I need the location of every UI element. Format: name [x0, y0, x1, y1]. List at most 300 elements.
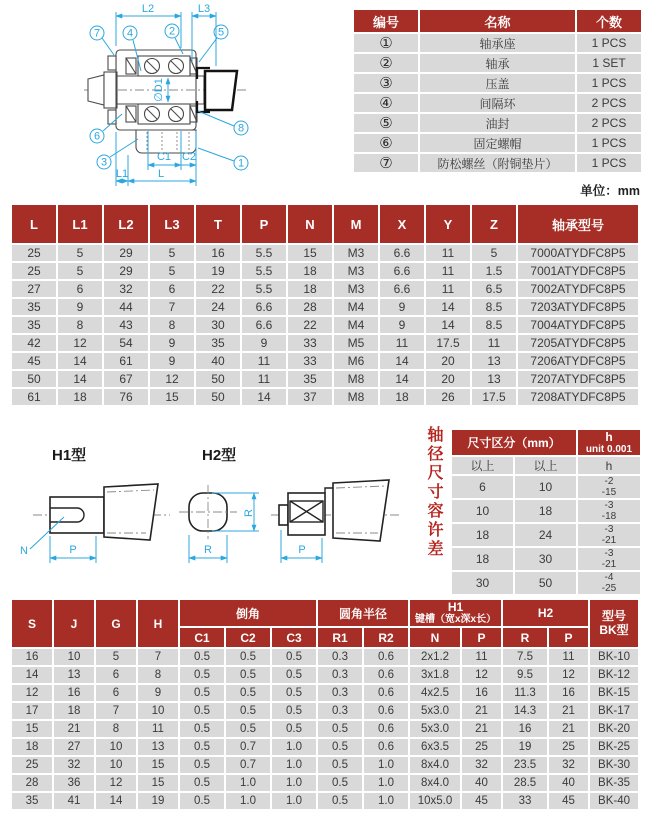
- table-cell: 7205ATYDFC8P5: [518, 335, 638, 351]
- table-cell: 7: [138, 649, 178, 665]
- table-cell: 10: [54, 649, 94, 665]
- part-number: ①: [354, 34, 418, 52]
- table-cell: 0.5: [272, 721, 316, 737]
- model-header-line1: 型号: [602, 608, 627, 623]
- callout-4: 4: [126, 27, 134, 40]
- col-t: T: [196, 205, 240, 243]
- table-row: [354, 34, 641, 52]
- table-cell: 14: [242, 389, 286, 405]
- table-row: [12, 263, 638, 279]
- table-subheader-row: [452, 457, 640, 474]
- table-cell: 20: [426, 353, 470, 369]
- table-cell: 5x3.0: [410, 703, 460, 719]
- table-cell: 0.5: [272, 649, 316, 665]
- table-cell: 35: [196, 335, 240, 351]
- table-cell: 0.5: [180, 685, 224, 701]
- table-cell: 0.6: [364, 721, 408, 737]
- h-lower: -15: [601, 487, 617, 498]
- table-cell: 40: [549, 775, 588, 791]
- table-cell: 6x3.5: [410, 739, 460, 755]
- table-cell: 11: [138, 721, 178, 737]
- table-cell: M5: [334, 335, 378, 351]
- table-cell: 11: [426, 263, 470, 279]
- col-model: [590, 600, 638, 647]
- table-cell: 15: [150, 389, 194, 405]
- tolerance-table: [450, 428, 642, 596]
- table-row: [12, 703, 638, 719]
- table-cell: 6.6: [242, 299, 286, 315]
- table-cell: BK-12: [590, 667, 638, 683]
- table-row: [12, 389, 638, 405]
- table-cell: BK-35: [590, 775, 638, 791]
- table-row: [12, 371, 638, 387]
- table-cell: 0.5: [318, 793, 362, 809]
- group-chamfer: 倒角: [180, 600, 316, 626]
- table-cell: 35: [12, 299, 56, 315]
- table-row: [12, 281, 638, 297]
- range-to: 30: [515, 548, 576, 570]
- col-h2-p: P: [549, 628, 588, 647]
- col-p: P: [242, 205, 286, 243]
- table-cell: 1.0: [364, 793, 408, 809]
- table-cell: 1.0: [272, 775, 316, 791]
- table-row: [12, 721, 638, 737]
- table-cell: 5.5: [242, 263, 286, 279]
- table-cell: 1.0: [226, 775, 270, 791]
- model-header-line2: BK型: [599, 622, 629, 637]
- table-cell: 50: [12, 371, 56, 387]
- table-cell: BK-40: [590, 793, 638, 809]
- table-cell: 0.5: [272, 703, 316, 719]
- shaft-type-drawings: [0, 440, 425, 595]
- h-lower: -18: [601, 511, 617, 522]
- col-r2: R2: [364, 628, 408, 647]
- table-cell: 5: [150, 245, 194, 261]
- table-cell: 11: [242, 371, 286, 387]
- table-cell: 14: [380, 353, 424, 369]
- table-cell: 9: [380, 299, 424, 315]
- callout-5: 5: [217, 26, 225, 39]
- table-cell: M3: [334, 281, 378, 297]
- range-over: 6: [452, 476, 513, 498]
- table-cell: 11: [549, 649, 588, 665]
- table-cell: 12: [58, 335, 102, 351]
- col-l: L: [12, 205, 56, 243]
- table-cell: 61: [12, 389, 56, 405]
- table-header-row: [452, 430, 640, 455]
- table-cell: 8: [58, 317, 102, 333]
- h2-dim-p: P: [298, 544, 306, 556]
- table-cell: 29: [104, 245, 148, 261]
- col-r1: R1: [318, 628, 362, 647]
- table-cell: 6: [96, 685, 136, 701]
- table-cell: 16: [12, 649, 52, 665]
- table-cell: M8: [334, 371, 378, 387]
- h-lower: -21: [601, 535, 617, 546]
- table-cell: 18: [288, 263, 332, 279]
- callout-7: 7: [93, 27, 101, 40]
- table-cell: 14: [426, 299, 470, 315]
- col-c1: C1: [180, 628, 224, 647]
- table-cell: 0.6: [364, 703, 408, 719]
- table-cell: 8x4.0: [410, 775, 460, 791]
- tolerance-side-title: 轴径尺寸容许差: [425, 426, 442, 559]
- table-row: [354, 114, 641, 132]
- table-cell: 21: [549, 703, 588, 719]
- table-cell: 37: [288, 389, 332, 405]
- range-to: 24: [515, 524, 576, 546]
- table-cell: 33: [503, 793, 547, 809]
- table-row: [452, 476, 640, 498]
- table-cell: 45: [12, 353, 56, 369]
- table-cell: 11: [380, 335, 424, 351]
- table-cell: 9: [242, 335, 286, 351]
- h-lower: -25: [601, 583, 617, 594]
- table-row: [354, 154, 641, 172]
- table-cell: 6: [96, 667, 136, 683]
- table-cell: 16: [503, 721, 547, 737]
- table-cell: 25: [12, 263, 56, 279]
- table-cell: 15: [12, 721, 52, 737]
- table-row: [452, 572, 640, 594]
- table-row: [354, 94, 641, 112]
- table-cell: 11: [242, 353, 286, 369]
- range-to: 10: [515, 476, 576, 498]
- table-cell: 0.7: [226, 757, 270, 773]
- table-row: [12, 299, 638, 315]
- group-h1-keyway: [410, 600, 501, 626]
- callout-2: 2: [168, 25, 176, 38]
- range-to: 50: [515, 572, 576, 594]
- table-cell: 16: [54, 685, 94, 701]
- group-h1-line1: H1: [447, 599, 464, 614]
- table-row: [354, 54, 641, 72]
- table-cell: 21: [462, 721, 501, 737]
- table-cell: 0.5: [226, 649, 270, 665]
- h1-dim-p: P: [69, 544, 77, 556]
- table-row: [12, 739, 638, 755]
- table-cell: 9.5: [503, 667, 547, 683]
- table-cell: 0.5: [226, 667, 270, 683]
- table-row: [12, 757, 638, 773]
- table-cell: 7203ATYDFC8P5: [518, 299, 638, 315]
- table-cell: 9: [150, 335, 194, 351]
- table-cell: 27: [54, 739, 94, 755]
- table-cell: 0.5: [180, 667, 224, 683]
- table-cell: 0.5: [272, 667, 316, 683]
- table-cell: 14: [12, 667, 52, 683]
- table-row: [354, 134, 641, 152]
- table-cell: 0.6: [364, 739, 408, 755]
- table-cell: 6.6: [380, 263, 424, 279]
- table-cell: 36: [54, 775, 94, 791]
- table-cell: 6: [150, 281, 194, 297]
- table-cell: 12: [150, 371, 194, 387]
- table-cell: 14: [380, 371, 424, 387]
- table-cell: 7208ATYDFC8P5: [518, 389, 638, 405]
- col-m: M: [334, 205, 378, 243]
- table-cell: 0.5: [226, 721, 270, 737]
- table-cell: 5: [58, 245, 102, 261]
- unit-note: 单位：mm: [580, 184, 640, 198]
- table-cell: 15: [138, 775, 178, 791]
- table-cell: 2x1.2: [410, 649, 460, 665]
- table-cell: 1.0: [226, 793, 270, 809]
- part-number: ⑥: [354, 134, 418, 152]
- mounting-block: [136, 130, 196, 153]
- table-cell: 35: [288, 371, 332, 387]
- table-cell: 17.5: [472, 389, 516, 405]
- table-cell: 8: [96, 721, 136, 737]
- bk-table-body: [12, 649, 638, 809]
- h1-drawing: [20, 484, 170, 563]
- table-cell: 1.5: [472, 263, 516, 279]
- table-cell: 14: [58, 371, 102, 387]
- table-cell: 0.3: [318, 667, 362, 683]
- table-row: [452, 548, 640, 570]
- table-cell: 13: [472, 371, 516, 387]
- table-cell: 16: [462, 685, 501, 701]
- table-cell: 6.6: [380, 245, 424, 261]
- table-cell: 5: [150, 263, 194, 279]
- part-number: ③: [354, 74, 418, 92]
- table-cell: 25: [12, 757, 52, 773]
- table-cell: 0.5: [180, 721, 224, 737]
- table-cell: 32: [462, 757, 501, 773]
- table-cell: 0.5: [180, 775, 224, 791]
- part-number: ②: [354, 54, 418, 72]
- part-name: 油封: [420, 114, 575, 132]
- table-cell: 43: [104, 317, 148, 333]
- table-cell: 0.5: [180, 739, 224, 755]
- callout-6: 6: [93, 130, 101, 143]
- h-tolerance: [578, 524, 640, 546]
- table-cell: 11: [426, 245, 470, 261]
- table-cell: 32: [549, 757, 588, 773]
- group-h2: H2: [503, 600, 588, 626]
- dim-label-l: L: [157, 168, 165, 180]
- h1-dim-n: N: [20, 545, 28, 557]
- col-y: Y: [426, 205, 470, 243]
- part-qty: 1 PCS: [577, 74, 641, 92]
- table-cell: 5: [96, 649, 136, 665]
- table-cell: 25: [462, 739, 501, 755]
- table-cell: 19: [138, 793, 178, 809]
- table-cell: 1.0: [364, 775, 408, 791]
- h1-type-label: H1型: [52, 447, 87, 464]
- table-cell: 1.0: [364, 757, 408, 773]
- col-l3: L3: [150, 205, 194, 243]
- tolerance-h-header: [578, 430, 640, 455]
- col-c2: C2: [226, 628, 270, 647]
- table-cell: 9: [150, 353, 194, 369]
- table-cell: BK-30: [590, 757, 638, 773]
- h2-section-drawing: [179, 485, 259, 563]
- col-j: J: [54, 600, 94, 647]
- table-cell: 67: [104, 371, 148, 387]
- table-cell: 11: [426, 281, 470, 297]
- table-cell: 22: [196, 281, 240, 297]
- part-number: ⑤: [354, 114, 418, 132]
- table-cell: 7206ATYDFC8P5: [518, 353, 638, 369]
- table-cell: 0.3: [318, 685, 362, 701]
- part-number: ④: [354, 94, 418, 112]
- table-cell: 11: [462, 649, 501, 665]
- bk-dimension-table: [10, 598, 640, 811]
- group-h1-line2: 键槽（宽x深x长）: [414, 614, 497, 626]
- table-row: [12, 245, 638, 261]
- table-cell: 6.5: [472, 281, 516, 297]
- tolerance-subheader: 以上: [515, 457, 576, 474]
- table-cell: 7: [96, 703, 136, 719]
- table-cell: 14.3: [503, 703, 547, 719]
- table-cell: 8x4.0: [410, 757, 460, 773]
- table-cell: 76: [104, 389, 148, 405]
- dim-label-d1: ∅D1: [153, 78, 165, 102]
- table-cell: 9: [380, 317, 424, 333]
- col-n: N: [288, 205, 332, 243]
- table-cell: 50: [196, 371, 240, 387]
- table-cell: 0.6: [364, 685, 408, 701]
- dim-label-l3: L3: [197, 3, 211, 15]
- table-cell: 7002ATYDFC8P5: [518, 281, 638, 297]
- table-cell: 0.6: [364, 649, 408, 665]
- table-cell: 8: [150, 317, 194, 333]
- col-l1: L1: [58, 205, 102, 243]
- col-keyway-n: N: [410, 628, 460, 647]
- table-header-row: [354, 10, 641, 32]
- table-cell: 20: [426, 371, 470, 387]
- table-cell: M3: [334, 263, 378, 279]
- table-cell: BK-20: [590, 721, 638, 737]
- table-cell: 12: [12, 685, 52, 701]
- table-cell: 1.0: [272, 757, 316, 773]
- table-row: [12, 793, 638, 809]
- table-cell: 45: [462, 793, 501, 809]
- h-header-line1: h: [605, 430, 613, 444]
- dim-label-c2: C2: [181, 151, 197, 163]
- parts-list-table: [352, 8, 643, 174]
- table-cell: 7: [150, 299, 194, 315]
- table-cell: 0.5: [226, 703, 270, 719]
- table-cell: BK-15: [590, 685, 638, 701]
- table-cell: 0.5: [318, 775, 362, 791]
- parts-header-name: 名称: [420, 10, 575, 32]
- part-name: 间隔环: [420, 94, 575, 112]
- h-upper: -3: [604, 548, 614, 559]
- table-cell: 0.5: [180, 649, 224, 665]
- table-cell: 5.5: [242, 245, 286, 261]
- table-cell: 26: [426, 389, 470, 405]
- table-cell: 5x3.0: [410, 721, 460, 737]
- dim-label-l1: L1: [115, 168, 129, 180]
- table-cell: 18: [12, 739, 52, 755]
- part-name: 轴承: [420, 54, 575, 72]
- table-cell: 0.5: [318, 757, 362, 773]
- table-cell: 0.5: [318, 721, 362, 737]
- table-cell: 0.5: [272, 685, 316, 701]
- table-cell: 1.0: [272, 793, 316, 809]
- table-cell: 13: [138, 739, 178, 755]
- range-over: 10: [452, 500, 513, 522]
- table-cell: 0.5: [180, 793, 224, 809]
- table-cell: 0.5: [180, 703, 224, 719]
- col-keyway-p: P: [462, 628, 501, 647]
- table-cell: 10: [96, 757, 136, 773]
- table-cell: 22: [288, 317, 332, 333]
- table-row: [12, 649, 638, 665]
- col-h: H: [138, 600, 178, 647]
- dim-label-l2: L2: [141, 3, 155, 15]
- parts-header-qty: 个数: [577, 10, 641, 32]
- table-cell: 44: [104, 299, 148, 315]
- table-cell: 6.6: [242, 317, 286, 333]
- table-cell: 1.0: [272, 739, 316, 755]
- table-cell: 11: [472, 335, 516, 351]
- h-tolerance: [578, 572, 640, 594]
- table-cell: 50: [196, 389, 240, 405]
- table-cell: 0.3: [318, 649, 362, 665]
- table-cell: 35: [12, 793, 52, 809]
- range-over: 18: [452, 524, 513, 546]
- parts-header-no: 编号: [354, 10, 418, 32]
- table-cell: 6: [58, 281, 102, 297]
- table-cell: 5: [58, 263, 102, 279]
- col-x: X: [380, 205, 424, 243]
- table-cell: 17: [12, 703, 52, 719]
- table-cell: 5: [472, 245, 516, 261]
- table-cell: 21: [549, 721, 588, 737]
- range-over: 30: [452, 572, 513, 594]
- table-cell: 7.5: [503, 649, 547, 665]
- table-cell: BK-10: [590, 649, 638, 665]
- part-name: 压盖: [420, 74, 575, 92]
- table-row: [12, 775, 638, 791]
- table-row: [354, 74, 641, 92]
- table-cell: 16: [549, 685, 588, 701]
- table-cell: BK-17: [590, 703, 638, 719]
- h2-side-drawing: [271, 480, 402, 563]
- group-fillet-radius: 圆角半径: [318, 600, 408, 626]
- table-cell: 8.5: [472, 299, 516, 315]
- table-cell: M6: [334, 353, 378, 369]
- table-cell: 7000ATYDFC8P5: [518, 245, 638, 261]
- table-cell: 0.3: [318, 703, 362, 719]
- table-cell: 8.5: [472, 317, 516, 333]
- callout-3: 3: [100, 156, 108, 169]
- part-number: ⑦: [354, 154, 418, 172]
- table-cell: 9: [138, 685, 178, 701]
- col-z: Z: [472, 205, 516, 243]
- table-cell: 7004ATYDFC8P5: [518, 317, 638, 333]
- table-cell: 0.7: [226, 739, 270, 755]
- table-cell: 11.3: [503, 685, 547, 701]
- table-cell: 33: [288, 335, 332, 351]
- table-cell: 8: [138, 667, 178, 683]
- h-upper: -2: [604, 476, 614, 487]
- table-cell: 33: [288, 353, 332, 369]
- table-row: [12, 685, 638, 701]
- table-cell: 40: [462, 775, 501, 791]
- h-upper: -3: [604, 500, 614, 511]
- table-cell: BK-25: [590, 739, 638, 755]
- table-cell: 25: [12, 245, 56, 261]
- tolerance-subheader: h: [578, 457, 640, 474]
- table-cell: 40: [196, 353, 240, 369]
- table-row: [12, 335, 638, 351]
- table-cell: 14: [426, 317, 470, 333]
- table-cell: 10: [138, 703, 178, 719]
